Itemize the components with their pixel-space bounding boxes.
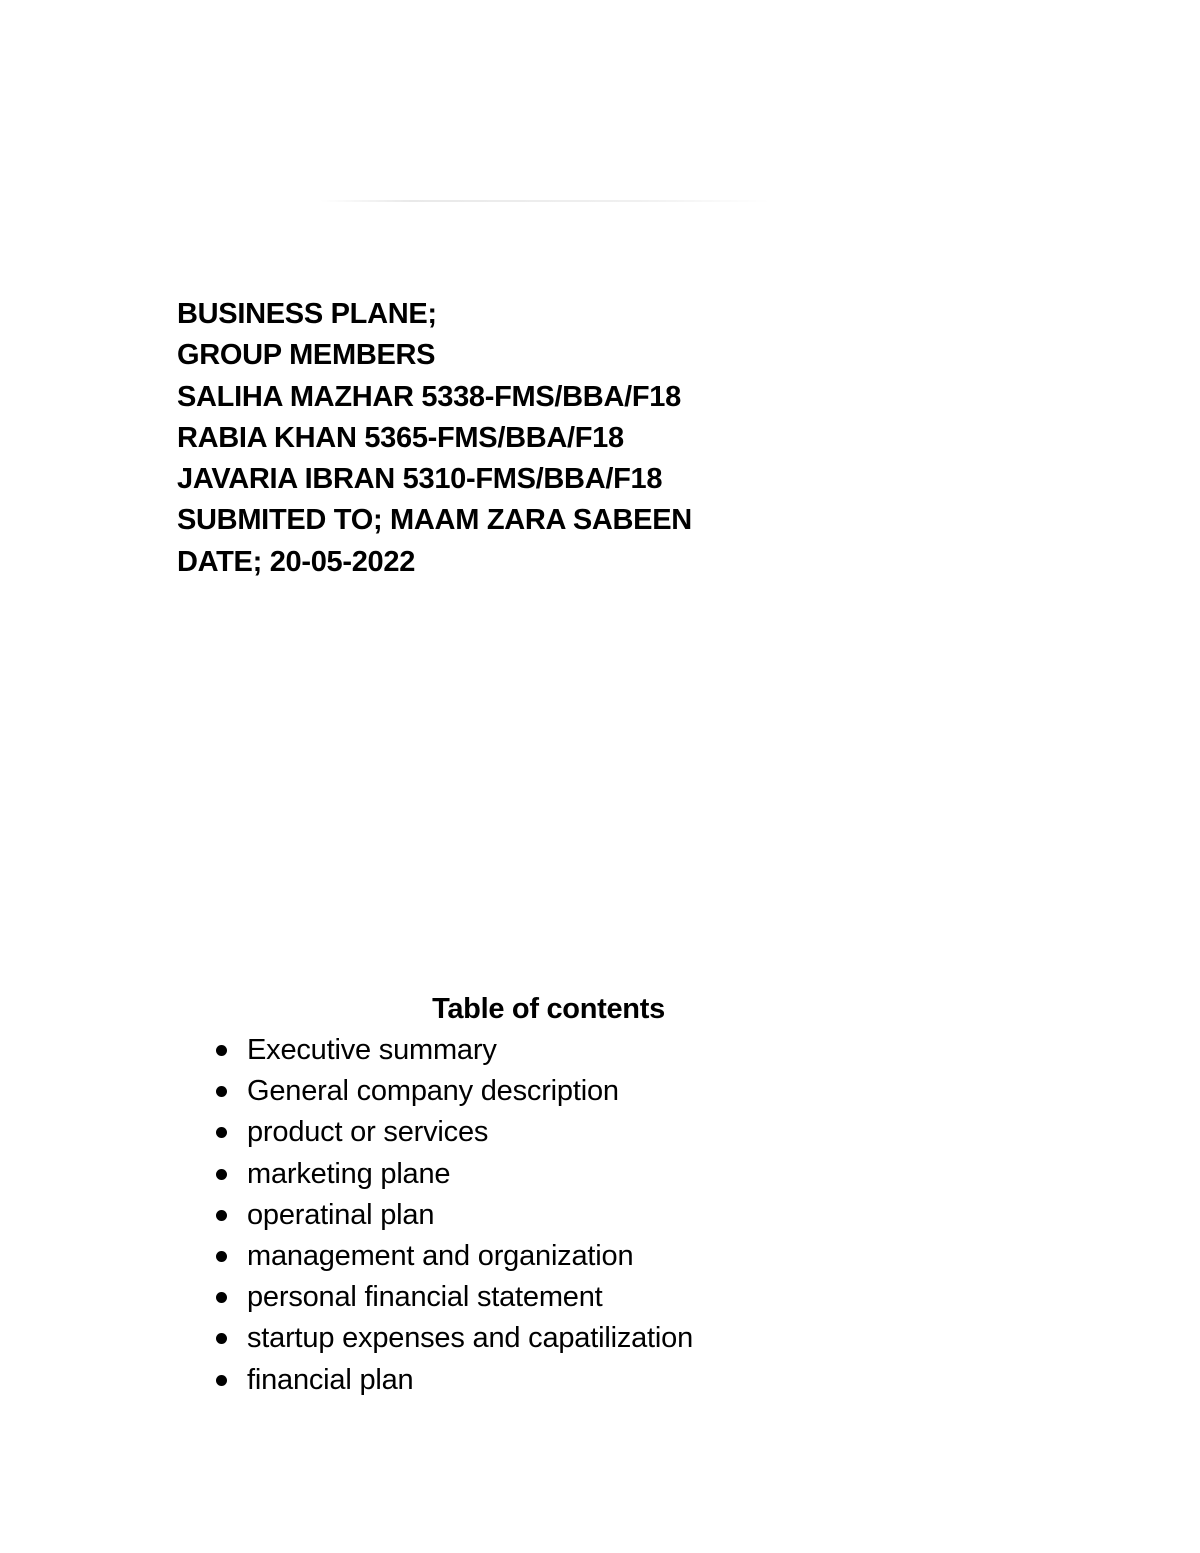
list-item-label: operatinal plan xyxy=(247,1198,435,1231)
group-member: JAVARIA IBRAN 5310-FMS/BBA/F18 xyxy=(177,463,663,496)
bullet-icon xyxy=(216,1169,227,1180)
list-item xyxy=(214,1277,693,1318)
bullet-icon xyxy=(216,1333,227,1344)
toc-heading: Table of contents xyxy=(432,993,665,1025)
list-item-label: management and organization xyxy=(247,1240,634,1273)
list-item xyxy=(214,1195,693,1236)
bullet-icon xyxy=(216,1045,227,1056)
list-item xyxy=(214,1318,693,1359)
list-item-label: marketing plane xyxy=(247,1157,451,1190)
submission-date: DATE; 20-05-2022 xyxy=(177,545,416,578)
list-item-label: personal financial statement xyxy=(247,1281,603,1314)
bullet-icon xyxy=(216,1292,227,1303)
list-item-label: product or services xyxy=(247,1116,489,1149)
group-member: SALIHA MAZHAR 5338-FMS/BBA/F18 xyxy=(177,380,681,413)
group-members-heading: GROUP MEMBERS xyxy=(177,339,436,372)
list-item-label: Executive summary xyxy=(247,1034,497,1067)
submitted-to: SUBMITED TO; MAAM ZARA SABEEN xyxy=(177,504,692,537)
list-item-label: startup expenses and capatilization xyxy=(247,1322,694,1355)
list-item xyxy=(214,1360,693,1401)
cover-block xyxy=(177,294,977,583)
list-item xyxy=(214,1112,693,1153)
bullet-icon xyxy=(216,1086,227,1097)
list-item xyxy=(214,1236,693,1277)
bullet-icon xyxy=(216,1127,227,1138)
list-item xyxy=(214,1071,693,1112)
bullet-icon xyxy=(216,1375,227,1386)
document-title: BUSINESS PLANE; xyxy=(177,298,437,330)
group-member: RABIA KHAN 5365-FMS/BBA/F18 xyxy=(177,421,624,454)
toc-list xyxy=(214,1030,693,1401)
faint-divider xyxy=(320,200,770,202)
list-item xyxy=(214,1030,693,1071)
list-item xyxy=(214,1154,693,1195)
list-item-label: financial plan xyxy=(247,1363,414,1396)
list-item-label: General company description xyxy=(247,1075,619,1108)
bullet-icon xyxy=(216,1251,227,1262)
bullet-icon xyxy=(216,1210,227,1221)
